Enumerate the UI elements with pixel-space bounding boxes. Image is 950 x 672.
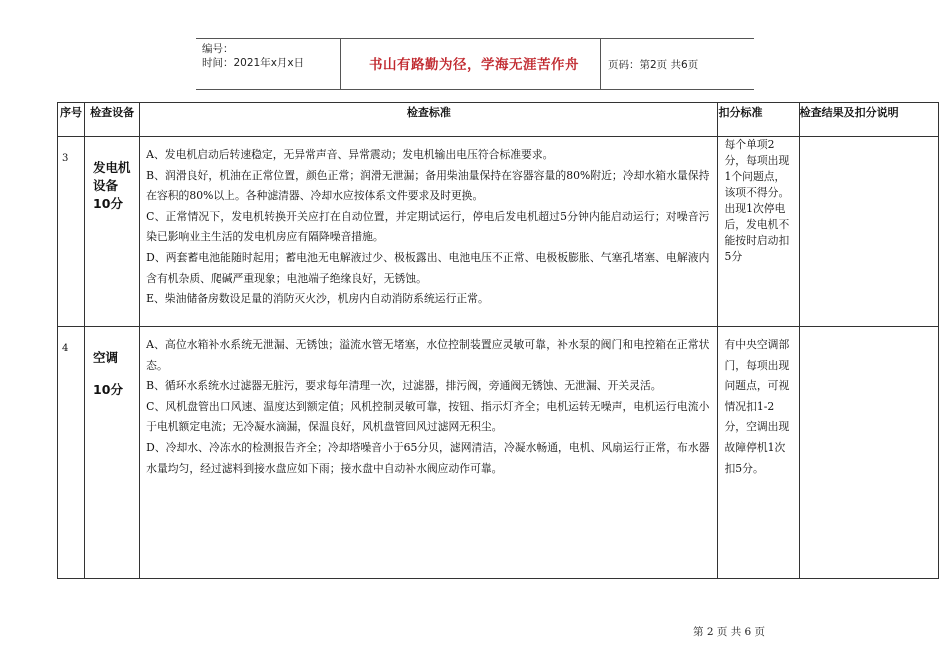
equipment-cell — [85, 137, 140, 327]
number-label: 编号： — [202, 43, 234, 55]
standard-item: E、柴油储备房数设足量的消防灭火沙，机房内自动消防系统运行正常。 — [146, 292, 489, 306]
equipment-points: 10分 — [93, 196, 123, 211]
column-header-equipment: 检查设备 — [85, 103, 140, 137]
header-meta — [202, 42, 304, 70]
equipment-name: 发电机设备 — [93, 160, 131, 193]
header-divider — [340, 39, 341, 89]
result-cell[interactable] — [799, 327, 938, 579]
deduction-cell: 每个单项2分，每项出现1个问题点，该项不得分。出现1次停电后，发电机不能按时启动扣5分 — [718, 137, 799, 327]
equipment-points: 10分 — [93, 382, 123, 397]
table-row — [58, 137, 939, 327]
standard-cell — [140, 137, 718, 327]
page-footer: 第 2 页 共 6 页 — [693, 626, 766, 638]
equipment-cell — [85, 327, 140, 579]
column-header-standard: 检查标准 — [140, 103, 718, 137]
time-label: 时间：2021年x月x日 — [202, 57, 305, 69]
deduction-cell: 有中央空调部门，每项出现问题点，可视情况扣1-2分，空调出现故障停机1次扣5分。 — [718, 327, 799, 579]
header-divider — [600, 39, 601, 89]
table-row — [58, 327, 939, 579]
result-cell[interactable] — [799, 137, 938, 327]
standard-item: A、发电机启动后转速稳定，无异常声音、异常震动；发电机输出电压符合标准要求。 — [146, 148, 554, 161]
equipment-name: 空调 — [93, 350, 119, 365]
standard-item: D、冷却水、冷冻水的检测报告齐全；冷却塔噪音小于65分贝，滤网清洁，冷凝水畅通，电机、风扇运行正常，布水器水量均匀，经过滤料到接水盘应如下雨；接水盘中自动补水阀应动作可靠。 — [146, 440, 710, 475]
table-header-row — [58, 103, 939, 137]
header-page-code: 页码：第2页 共6页 — [608, 59, 699, 71]
row-number: 4 — [58, 327, 85, 579]
standard-item: C、正常情况下，发电机转换开关应打在自动位置，并定期试运行，停电后发电机超过5分钟内能启动运行；对噪音污染已影响业主生活的发电机房应有隔降噪音措施。 — [146, 209, 710, 244]
standard-item: D、两套蓄电池能随时起用；蓄电池无电解液过少、极板露出、电池电压不正常、电极板膨胀、气塞孔堵塞、电解液内含有机杂质、爬碱严重现象；电池端子绝缘良好，无锈蚀。 — [146, 250, 710, 285]
row-number: 3 — [58, 137, 85, 327]
document-header — [196, 38, 754, 90]
column-header-deduction: 扣分标准 — [718, 103, 799, 137]
standard-item: C、风机盘管出口风速、温度达到额定值；风机控制灵敏可靠，按钮、指示灯齐全；电机运转无噪声，电机运行电流小于电机额定电流；无冷凝水滴漏，保温良好，风机盘管回风过滤网无积尘。 — [146, 399, 710, 434]
standard-item: A、高位水箱补水系统无泄漏、无锈蚀；溢流水管无堵塞，水位控制装置应灵敏可靠，补水泵的阀门和电控箱在正常状态。 — [146, 338, 710, 372]
column-header-no: 序号 — [58, 103, 85, 137]
column-header-result: 检查结果及扣分说明 — [799, 103, 938, 137]
standard-item: B、循环水系统水过滤器无脏污，要求每年清理一次，过滤器，排污阀，旁通阀无锈蚀、无泄漏、开关灵活。 — [146, 379, 662, 393]
header-motto: 书山有路勤为径，学海无涯苦作舟 — [369, 57, 579, 73]
standard-cell — [140, 327, 718, 579]
standard-item: B、润滑良好，机油在正常位置，颜色正常；润滑无泄漏；备用柴油量保持在容器容量的80%附近；冷却水箱水量保持在容积的80%以上。各种滤清器、冷却水应按体系文件要求及时更换。 — [146, 168, 710, 203]
inspection-table — [57, 102, 939, 579]
